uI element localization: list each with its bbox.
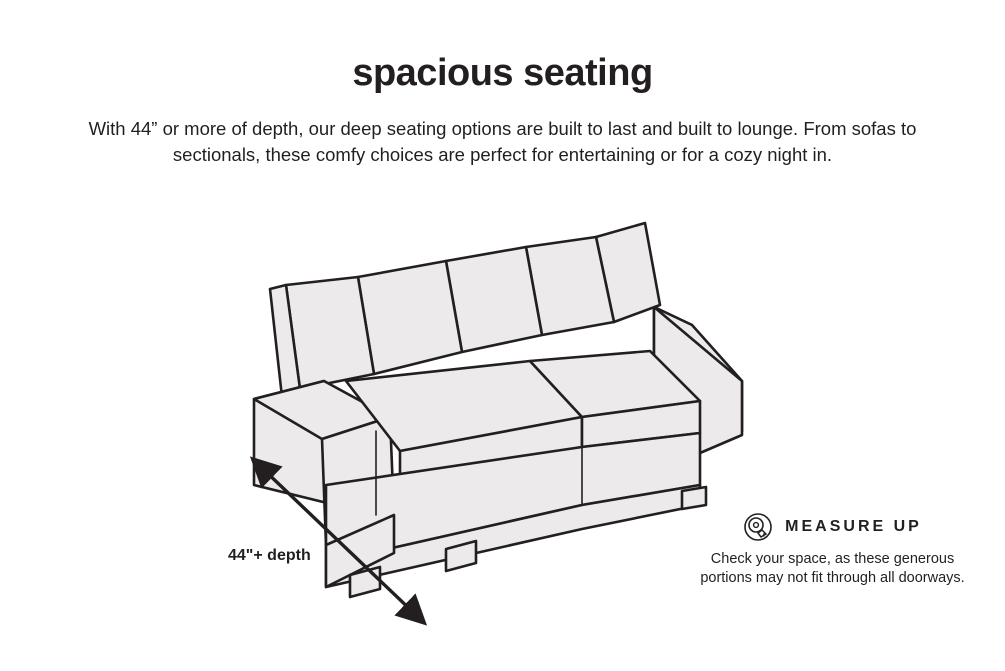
page-description: With 44” or more of depth, our deep seating options are built to last and built to lounge. From sofas to sectionals, these comfy choices are perfect for entertaining or for a cozy night in.: [88, 118, 917, 165]
depth-label: 44"+ depth: [228, 547, 311, 564]
measure-up-note: Check your space, as these generous portions may not fit through all doorways.: [700, 551, 965, 586]
page-title: spacious seating: [352, 52, 653, 94]
tape-measure-icon: [743, 512, 773, 542]
measure-up-callout: [695, 512, 970, 588]
measure-up-title: MEASURE UP: [785, 518, 922, 535]
depth-dimension-arrow: [230, 445, 450, 635]
